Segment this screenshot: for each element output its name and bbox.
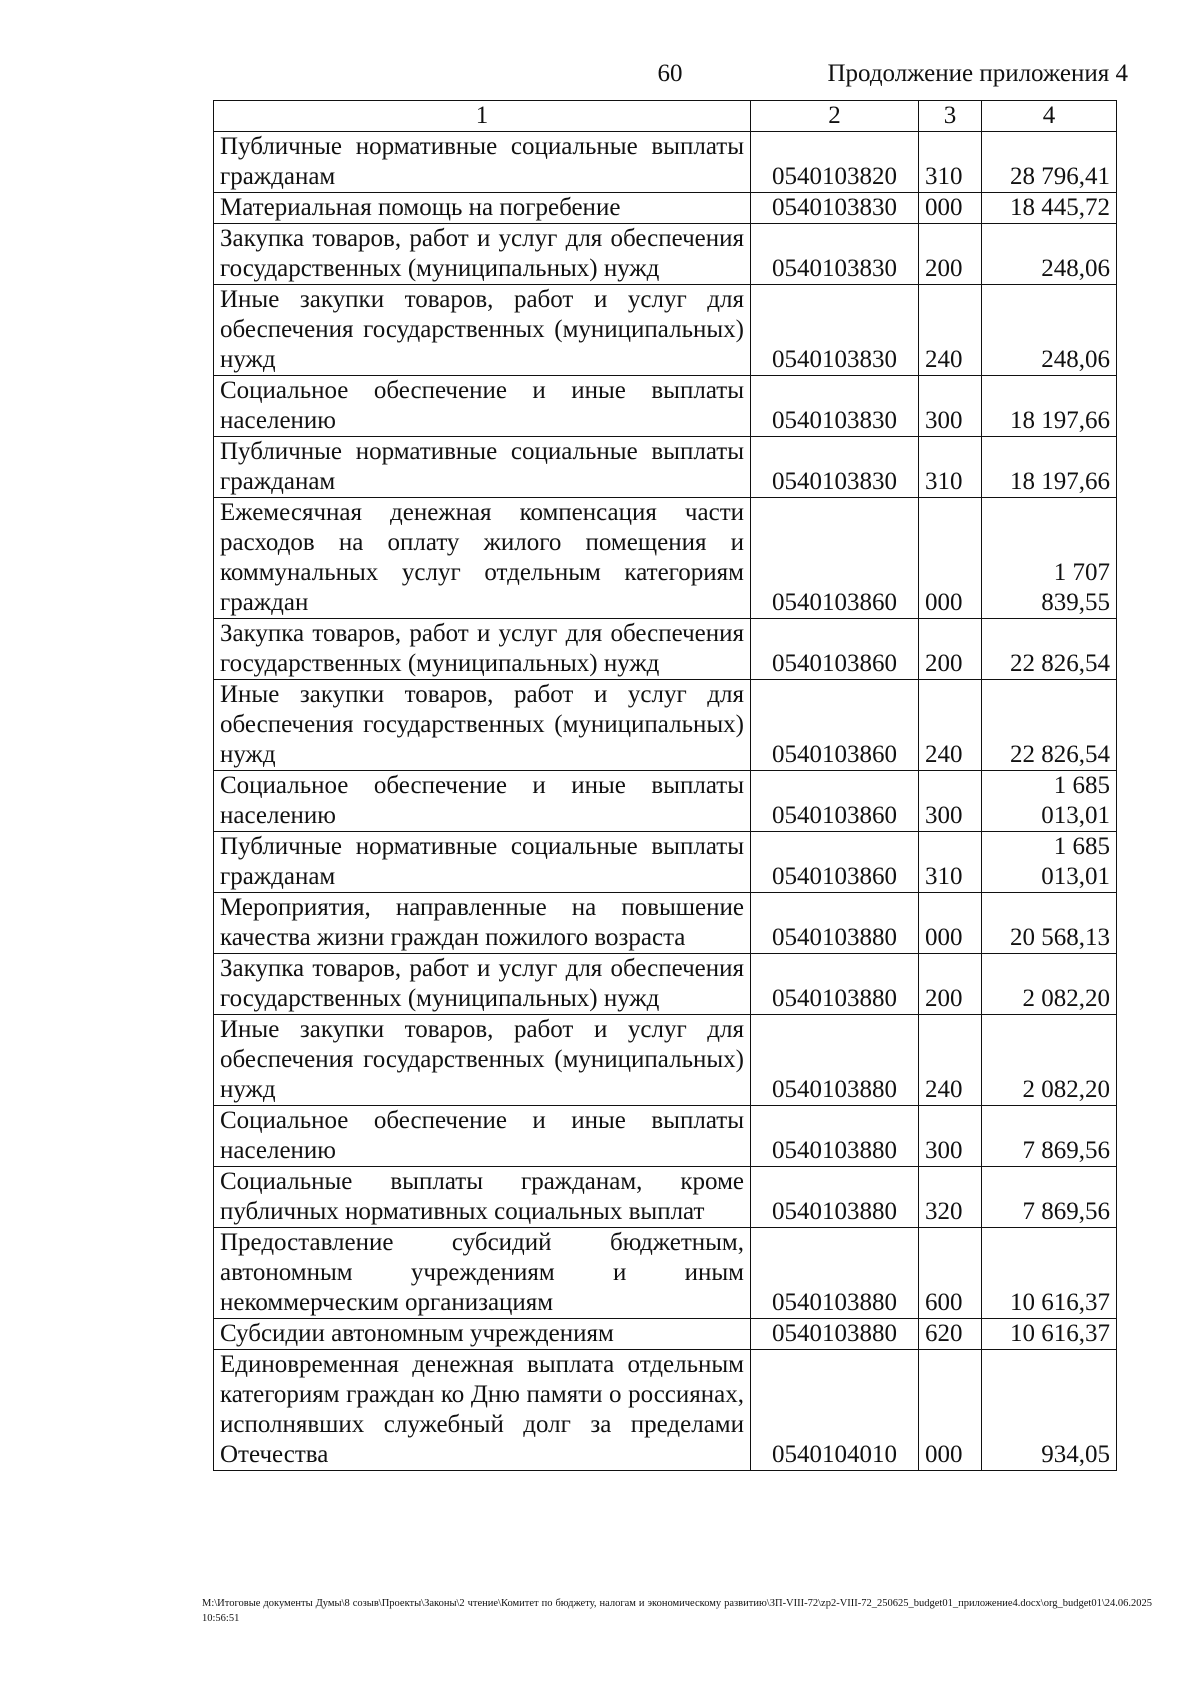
expense-type-code: 300 bbox=[919, 771, 982, 832]
expense-name: Материальная помощь на погребение bbox=[214, 193, 751, 224]
expense-type-code: 200 bbox=[919, 619, 982, 680]
target-code: 0540104010 bbox=[751, 1350, 919, 1471]
table-header-row bbox=[214, 101, 1117, 132]
target-code: 0540103880 bbox=[751, 954, 919, 1015]
table-row bbox=[214, 132, 1117, 193]
table-row bbox=[214, 193, 1117, 224]
table-row bbox=[214, 498, 1117, 619]
amount: 1 685 013,01 bbox=[982, 771, 1117, 832]
expense-name: Социальное обеспечение и иные выплаты населению bbox=[214, 771, 751, 832]
amount: 2 082,20 bbox=[982, 1015, 1117, 1106]
table-row bbox=[214, 893, 1117, 954]
table-row bbox=[214, 224, 1117, 285]
expense-name: Закупка товаров, работ и услуг для обеспечения государственных (муниципальных) нужд bbox=[214, 224, 751, 285]
target-code: 0540103860 bbox=[751, 498, 919, 619]
amount: 1 707 839,55 bbox=[982, 498, 1117, 619]
table-row bbox=[214, 832, 1117, 893]
target-code: 0540103860 bbox=[751, 619, 919, 680]
amount: 2 082,20 bbox=[982, 954, 1117, 1015]
expense-type-code: 000 bbox=[919, 193, 982, 224]
target-code: 0540103880 bbox=[751, 1015, 919, 1106]
expense-type-code: 000 bbox=[919, 498, 982, 619]
target-code: 0540103830 bbox=[751, 376, 919, 437]
table-row bbox=[214, 437, 1117, 498]
amount: 7 869,56 bbox=[982, 1106, 1117, 1167]
amount: 28 796,41 bbox=[982, 132, 1117, 193]
column-header: 1 bbox=[214, 101, 751, 132]
column-header: 4 bbox=[982, 101, 1117, 132]
amount: 7 869,56 bbox=[982, 1167, 1117, 1228]
expense-name: Иные закупки товаров, работ и услуг для обеспечения государственных (муниципальных) нужд bbox=[214, 680, 751, 771]
file-path-footer: M:\Итоговые документы Думы\8 созыв\Проекты\Законы\2 чтение\Комитет по бюджету, налогам и экономическому развитию\ЗП-VIII-72\zp2-VIII-72_250625_budget01_приложение4.docx\org_budget01\24.06.2025 10:56:51 bbox=[202, 1598, 1152, 1624]
amount: 18 445,72 bbox=[982, 193, 1117, 224]
expense-name: Публичные нормативные социальные выплаты гражданам bbox=[214, 832, 751, 893]
amount: 934,05 bbox=[982, 1350, 1117, 1471]
table-row bbox=[214, 619, 1117, 680]
table-row bbox=[214, 954, 1117, 1015]
target-code: 0540103830 bbox=[751, 193, 919, 224]
expense-name: Закупка товаров, работ и услуг для обеспечения государственных (муниципальных) нужд bbox=[214, 954, 751, 1015]
table-row bbox=[214, 680, 1117, 771]
continuation-label: Продолжение приложения 4 bbox=[827, 60, 1128, 87]
amount: 10 616,37 bbox=[982, 1319, 1117, 1350]
expense-type-code: 300 bbox=[919, 1106, 982, 1167]
expense-name: Ежемесячная денежная компенсация части расходов на оплату жилого помещения и коммунальных услуг отдельным категориям граждан bbox=[214, 498, 751, 619]
expense-type-code: 200 bbox=[919, 954, 982, 1015]
expense-type-code: 200 bbox=[919, 224, 982, 285]
expense-name: Иные закупки товаров, работ и услуг для обеспечения государственных (муниципальных) нужд bbox=[214, 285, 751, 376]
expense-name: Предоставление субсидий бюджетным, автономным учреждениям и иным некоммерческим организациям bbox=[214, 1228, 751, 1319]
table-row bbox=[214, 1319, 1117, 1350]
expense-type-code: 240 bbox=[919, 680, 982, 771]
target-code: 0540103860 bbox=[751, 680, 919, 771]
target-code: 0540103880 bbox=[751, 893, 919, 954]
expense-type-code: 620 bbox=[919, 1319, 982, 1350]
table-row bbox=[214, 1228, 1117, 1319]
expense-name: Иные закупки товаров, работ и услуг для обеспечения государственных (муниципальных) нужд bbox=[214, 1015, 751, 1106]
expense-type-code: 310 bbox=[919, 132, 982, 193]
expense-type-code: 000 bbox=[919, 1350, 982, 1471]
column-header: 2 bbox=[751, 101, 919, 132]
expense-type-code: 240 bbox=[919, 285, 982, 376]
page-number: 60 bbox=[657, 60, 683, 87]
target-code: 0540103830 bbox=[751, 437, 919, 498]
table-row bbox=[214, 376, 1117, 437]
expense-type-code: 320 bbox=[919, 1167, 982, 1228]
table-row bbox=[214, 1167, 1117, 1228]
budget-table bbox=[213, 100, 1117, 1471]
expense-type-code: 600 bbox=[919, 1228, 982, 1319]
amount: 10 616,37 bbox=[982, 1228, 1117, 1319]
amount: 20 568,13 bbox=[982, 893, 1117, 954]
expense-name: Социальные выплаты гражданам, кроме публичных нормативных социальных выплат bbox=[214, 1167, 751, 1228]
amount: 18 197,66 bbox=[982, 376, 1117, 437]
table-row bbox=[214, 1106, 1117, 1167]
target-code: 0540103880 bbox=[751, 1319, 919, 1350]
expense-type-code: 000 bbox=[919, 893, 982, 954]
target-code: 0540103820 bbox=[751, 132, 919, 193]
target-code: 0540103860 bbox=[751, 771, 919, 832]
expense-name: Социальное обеспечение и иные выплаты населению bbox=[214, 1106, 751, 1167]
table-row bbox=[214, 285, 1117, 376]
expense-name: Субсидии автономным учреждениям bbox=[214, 1319, 751, 1350]
amount: 22 826,54 bbox=[982, 619, 1117, 680]
expense-name: Социальное обеспечение и иные выплаты населению bbox=[214, 376, 751, 437]
amount: 248,06 bbox=[982, 285, 1117, 376]
expense-type-code: 240 bbox=[919, 1015, 982, 1106]
table-row bbox=[214, 771, 1117, 832]
table-row bbox=[214, 1350, 1117, 1471]
target-code: 0540103880 bbox=[751, 1228, 919, 1319]
column-header: 3 bbox=[919, 101, 982, 132]
amount: 248,06 bbox=[982, 224, 1117, 285]
target-code: 0540103880 bbox=[751, 1106, 919, 1167]
expense-type-code: 300 bbox=[919, 376, 982, 437]
expense-name: Публичные нормативные социальные выплаты гражданам bbox=[214, 437, 751, 498]
amount: 22 826,54 bbox=[982, 680, 1117, 771]
target-code: 0540103860 bbox=[751, 832, 919, 893]
target-code: 0540103880 bbox=[751, 1167, 919, 1228]
target-code: 0540103830 bbox=[751, 224, 919, 285]
expense-type-code: 310 bbox=[919, 832, 982, 893]
expense-type-code: 310 bbox=[919, 437, 982, 498]
target-code: 0540103830 bbox=[751, 285, 919, 376]
expense-name: Мероприятия, направленные на повышение качества жизни граждан пожилого возраста bbox=[214, 893, 751, 954]
expense-name: Закупка товаров, работ и услуг для обеспечения государственных (муниципальных) нужд bbox=[214, 619, 751, 680]
amount: 1 685 013,01 bbox=[982, 832, 1117, 893]
amount: 18 197,66 bbox=[982, 437, 1117, 498]
expense-name: Публичные нормативные социальные выплаты гражданам bbox=[214, 132, 751, 193]
expense-name: Единовременная денежная выплата отдельным категориям граждан ко Дню памяти о россиянах, исполнявших служебный долг за пределами Отечества bbox=[214, 1350, 751, 1471]
table-row bbox=[214, 1015, 1117, 1106]
